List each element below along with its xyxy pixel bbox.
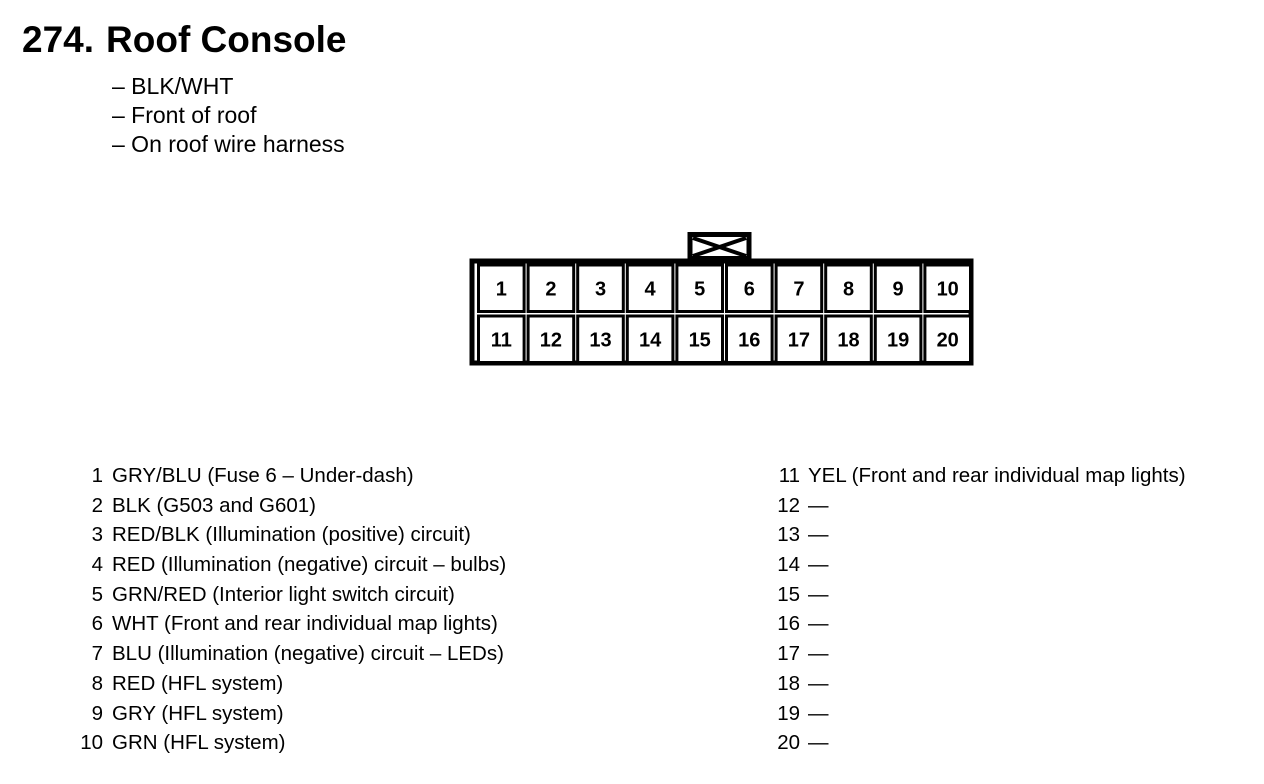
pin-row	[766, 461, 1186, 491]
pin-row	[766, 609, 1186, 639]
pin-cavity-label: 15	[688, 329, 711, 352]
pin-description: —	[808, 642, 829, 666]
pin-number: 3	[91, 523, 103, 547]
pin-description: RED/BLK (Illumination (positive) circuit)	[112, 523, 471, 547]
pin-cavity-label: 6	[743, 278, 755, 301]
pin-description: —	[808, 612, 829, 636]
pin-row	[766, 728, 1186, 758]
pin-number: 6	[91, 612, 103, 636]
pin-row	[766, 491, 1186, 521]
pin-description: GRY/BLU (Fuse 6 – Under-dash)	[112, 464, 414, 487]
pin-cavity-label: 5	[694, 278, 706, 301]
connector-title: Roof Console	[106, 19, 347, 60]
pin-number: 5	[91, 582, 103, 606]
pin-number: 15	[777, 582, 800, 606]
pin-cavity-label: 3	[594, 278, 607, 301]
pin-row	[766, 580, 1186, 610]
pin-cavity-label: 16	[738, 329, 761, 352]
pin-row	[74, 461, 506, 491]
pin-cavity-label: 13	[589, 329, 612, 352]
pin-description: GRY (HFL system)	[112, 701, 284, 725]
pin-number: 19	[777, 701, 800, 725]
pin-cavity-label: 8	[842, 278, 855, 301]
pin-number: 20	[777, 731, 800, 755]
pin-row	[74, 669, 506, 699]
note-color: – BLK/WHT	[112, 73, 234, 99]
pin-row	[74, 639, 506, 669]
pin-description: WHT (Front and rear individual map lights)	[112, 612, 498, 636]
pin-cavity-label: 17	[787, 329, 811, 352]
note-harness: – On roof wire harness	[112, 131, 345, 157]
pin-number: 11	[778, 464, 800, 487]
pin-row	[766, 669, 1186, 699]
pin-number: 8	[91, 671, 103, 695]
pin-row	[74, 728, 506, 758]
pin-number: 17	[777, 642, 800, 666]
pin-list-right	[766, 461, 1186, 758]
pin-row	[766, 520, 1186, 550]
pin-description: RED (Illumination (negative) circuit – bulbs)	[112, 553, 507, 577]
pin-cavity-label: 4	[644, 278, 656, 301]
pin-description: GRN (HFL system)	[112, 731, 286, 755]
pin-row	[74, 520, 506, 550]
pin-description: —	[808, 553, 829, 577]
pin-description: —	[808, 523, 829, 547]
page-title	[22, 18, 347, 62]
pin-cavity-label: 7	[793, 278, 805, 301]
pin-number: 2	[91, 493, 103, 517]
pin-cavity-label: 12	[539, 329, 563, 352]
connector-number: 274.	[22, 19, 95, 60]
pin-description: —	[808, 582, 829, 606]
connector-diagram	[469, 232, 975, 368]
pin-list-left	[74, 461, 506, 758]
pin-row	[766, 699, 1186, 729]
pin-number: 10	[80, 731, 103, 755]
pin-cavity-label: 2	[545, 278, 557, 301]
pin-description: —	[808, 493, 829, 517]
pin-cavity-label: 20	[936, 329, 959, 352]
pin-description: —	[808, 671, 829, 695]
pin-row	[74, 580, 506, 610]
pin-number: 9	[91, 701, 103, 725]
pin-row	[74, 609, 506, 639]
connector-face-svg	[469, 232, 975, 368]
pin-row	[74, 550, 506, 580]
pin-cavity-label: 11	[490, 329, 512, 352]
pin-number: 13	[777, 523, 800, 547]
pin-cavity-label: 19	[886, 329, 910, 352]
pin-number: 4	[91, 553, 103, 577]
pin-description: —	[808, 701, 829, 725]
pin-description: RED (HFL system)	[112, 671, 284, 695]
note-location: – Front of roof	[112, 102, 257, 128]
pin-row	[74, 699, 506, 729]
pin-description: BLU (Illumination (negative) circuit – LEDs)	[112, 642, 504, 666]
pin-description: GRN/RED (Interior light switch circuit)	[112, 582, 455, 606]
connector-notes	[112, 72, 345, 159]
pin-description: —	[808, 731, 829, 755]
pin-cavity-label: 14	[638, 329, 662, 352]
pin-row	[766, 550, 1186, 580]
pin-description: BLK (G503 and G601)	[112, 493, 316, 517]
pin-row	[74, 491, 506, 521]
pin-number: 16	[777, 612, 800, 636]
pin-number: 14	[777, 553, 800, 577]
pin-number: 18	[777, 671, 800, 695]
pin-cavity-label: 10	[936, 278, 959, 301]
pin-description: YEL (Front and rear individual map lights)	[808, 464, 1186, 487]
pin-row	[766, 639, 1186, 669]
pin-number: 12	[777, 493, 800, 517]
pin-number: 1	[91, 464, 103, 487]
pin-cavity-label: 9	[892, 278, 904, 301]
pin-number: 7	[91, 642, 103, 666]
pin-cavity-label: 18	[837, 329, 860, 352]
pin-cavity-label: 1	[495, 278, 507, 301]
